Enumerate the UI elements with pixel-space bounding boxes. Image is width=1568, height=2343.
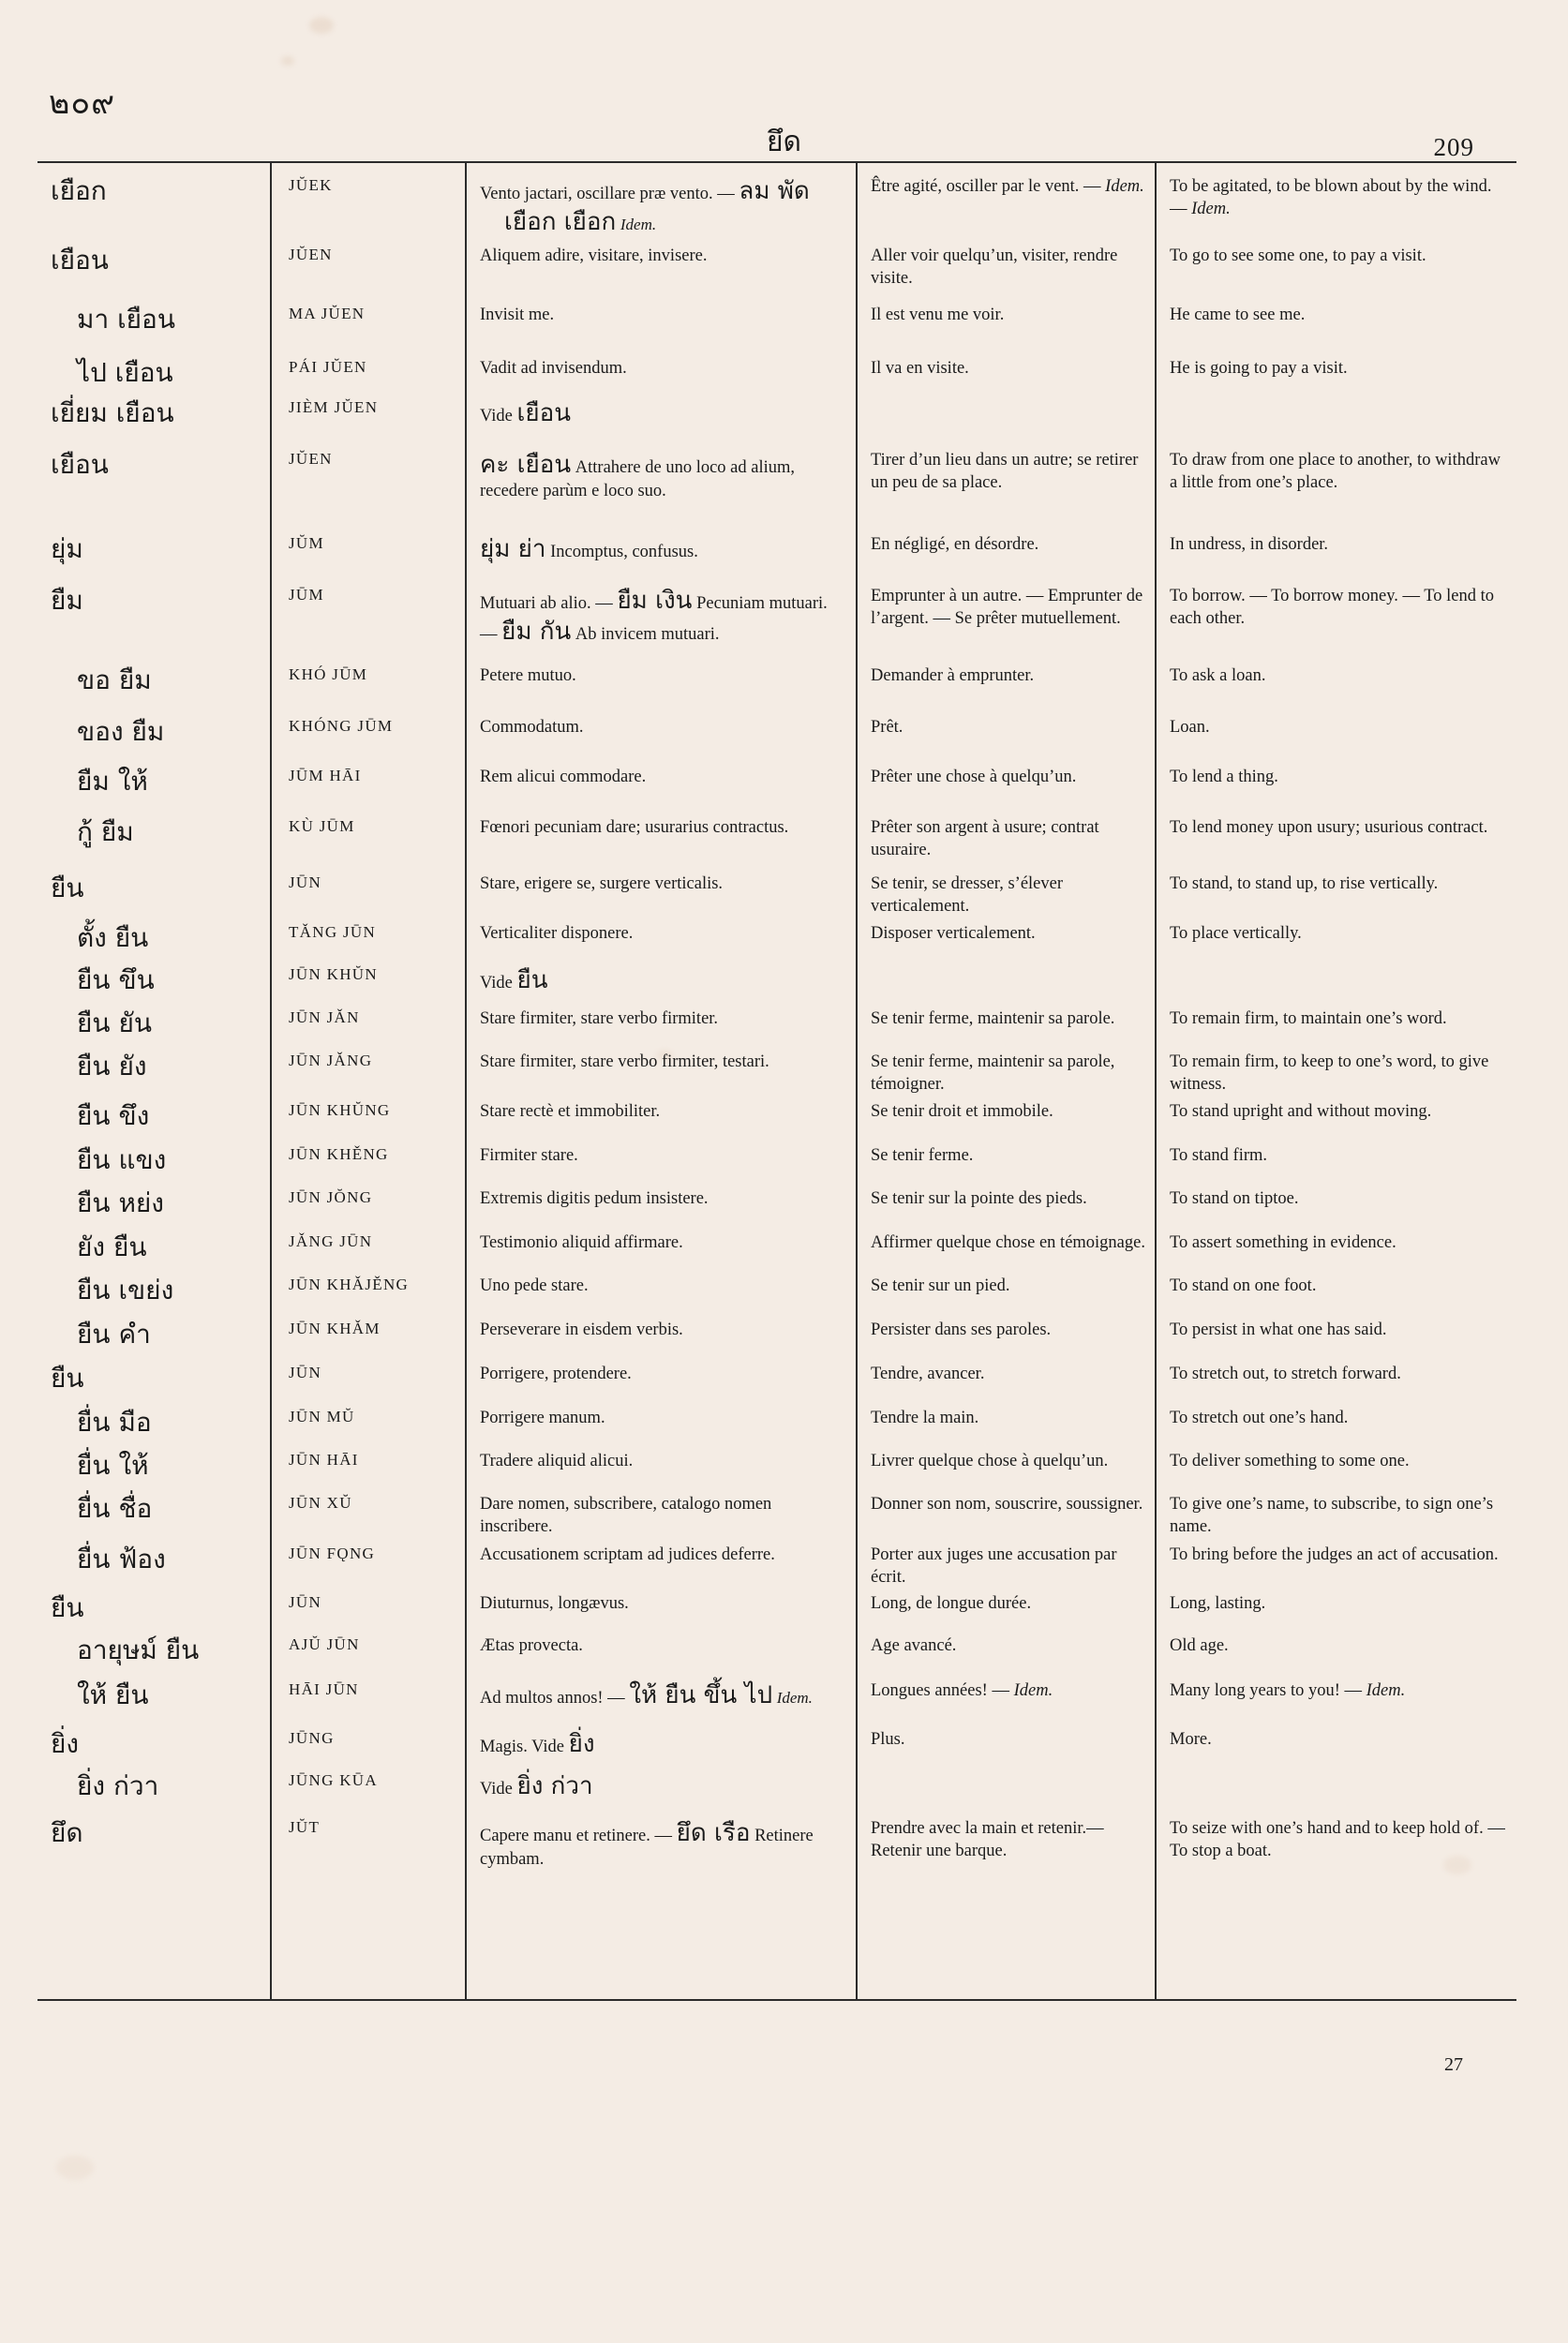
entry-latin-gloss: Vide ยิ่ง ก่วา — [480, 1772, 593, 1800]
entry-french-gloss: Se tenir, se dresser, s’élever verticalement. — [871, 874, 1064, 916]
running-headword: ยึด — [766, 126, 802, 158]
entry-thai-headword: เยือน — [51, 449, 109, 480]
entry-thai-headword: ยืน หย่ง — [77, 1187, 164, 1218]
entry-thai-headword: ตั้ง ยืน — [77, 922, 149, 953]
entry-french-gloss: Tirer d’un lieu dans un autre; se retirer un peu de sa place. — [871, 451, 1139, 492]
entry-thai-headword: ไป เยือน — [77, 357, 173, 388]
entry-latin-gloss: Vide เยือน — [480, 399, 571, 427]
entry-latin-gloss: Vadit ad invisendum. — [480, 359, 627, 378]
entry-english-gloss: To stretch out, to stretch forward. — [1170, 1365, 1401, 1383]
entry-thai-headword: เยือน — [51, 245, 109, 276]
entry-thai-headword: ให้ ยืน — [77, 1679, 149, 1710]
entry-romanization: HĀI JŪN — [289, 1680, 359, 1698]
entry-latin-gloss: Testimonio aliquid affirmare. — [480, 1233, 683, 1252]
entry-latin-gloss: Ætas provecta. — [480, 1636, 583, 1655]
entry-english-gloss: Loan. — [1170, 718, 1210, 737]
entry-romanization: JŪN HĀI — [289, 1451, 359, 1469]
entry-thai-headword: ยิ่ง ก่วา — [77, 1770, 159, 1801]
entry-english-gloss: To lend a thing. — [1170, 768, 1278, 786]
entry-romanization: JǍNG JŪN — [289, 1232, 373, 1250]
entry-english-gloss: To assert something in evidence. — [1170, 1233, 1396, 1252]
entry-english-gloss: To remain firm, to keep to one’s word, to give witness. — [1170, 1052, 1489, 1094]
entry-french-gloss: Long, de longue durée. — [871, 1594, 1032, 1613]
entry-latin-gloss: Accusationem scriptam ad judices deferre. — [480, 1545, 775, 1564]
entry-french-gloss: Emprunter à un autre. — Emprunter de l’argent. — Se prêter mutuellement. — [871, 587, 1143, 628]
entry-english-gloss: To give one’s name, to subscribe, to sign one’s name. — [1170, 1495, 1494, 1536]
entry-romanization: JŪM HĀI — [289, 767, 362, 784]
entry-french-gloss: Tendre, avancer. — [871, 1365, 985, 1383]
entry-romanization: AJŬ JŪN — [289, 1635, 360, 1653]
entry-english-gloss: To stand on one foot. — [1170, 1276, 1317, 1295]
entry-thai-headword: เยือก — [51, 175, 107, 206]
entry-thai-headword: ยืน ขึน — [77, 964, 155, 995]
entry-thai-headword: ยื่น ให้ — [77, 1450, 149, 1481]
entry-romanization: JŪNG — [289, 1729, 335, 1747]
entry-romanization: JŬT — [289, 1818, 321, 1836]
entry-thai-headword: ยื่น มือ — [77, 1407, 152, 1438]
entry-english-gloss: To stand on tiptoe. — [1170, 1189, 1299, 1208]
entry-english-gloss: He came to see me. — [1170, 306, 1306, 324]
entry-romanization: JŬEK — [289, 176, 333, 194]
paper-stain — [281, 56, 294, 66]
entry-english-gloss: To be agitated, to be blown about by the wind. — Idem. — [1170, 177, 1492, 218]
entry-romanization: JŪN FǪNG — [289, 1545, 376, 1562]
entry-romanization: JŪN MŬ — [289, 1408, 355, 1425]
entry-french-gloss: Persister dans ses paroles. — [871, 1321, 1052, 1339]
entry-romanization: KHÓNG JŪM — [289, 717, 394, 735]
entry-latin-gloss: Commodatum. — [480, 718, 584, 737]
entry-latin-gloss: Mutuari ab alio. — ยืม เงิน Pecuniam mutuari. — ยืม กัน Ab invicem mutuari. — [480, 587, 828, 647]
entry-thai-headword: มา เยือน — [77, 304, 176, 335]
entry-english-gloss: In undress, in disorder. — [1170, 535, 1329, 554]
page-number: 209 — [1433, 133, 1474, 161]
entry-latin-gloss: คะ เยือน Attrahere de uno loco ad alium, recedere parùm e loco suo. — [480, 451, 796, 501]
entry-thai-headword: ยืน คำ — [77, 1319, 151, 1350]
entry-latin-gloss: Porrigere manum. — [480, 1409, 605, 1427]
entry-thai-headword: ยิ่ง — [51, 1728, 80, 1759]
entry-french-gloss: Age avancé. — [871, 1636, 957, 1655]
entry-thai-headword: ยืน ยัง — [77, 1051, 147, 1082]
column-divider-1 — [270, 161, 272, 2001]
entry-english-gloss: To place vertically. — [1170, 924, 1302, 943]
entry-english-gloss: To bring before the judges an act of accusation. — [1170, 1545, 1499, 1564]
entry-romanization: JŪN KHǍJĚNG — [289, 1276, 410, 1293]
entry-english-gloss: To draw from one place to another, to withdraw a little from one’s place. — [1170, 451, 1501, 492]
entry-thai-headword: อายุษม์ ยืน — [77, 1634, 200, 1665]
entry-english-gloss: To borrow. — To borrow money. — To lend to each other. — [1170, 587, 1495, 628]
entry-thai-headword: ยืม ให้ — [77, 766, 148, 797]
entry-romanization: JIÈM JŬEN — [289, 398, 379, 416]
entry-latin-gloss: Magis. Vide ยิ่ง — [480, 1730, 595, 1758]
entry-romanization: JŪN KHŬNG — [289, 1101, 391, 1119]
entry-romanization: PÁI JŬEN — [289, 358, 367, 376]
entry-thai-headword: ยืน ยัน — [77, 1007, 152, 1038]
entry-thai-headword: ยืน — [51, 873, 84, 903]
entry-english-gloss: To ask a loan. — [1170, 666, 1266, 685]
entry-romanization: JŬEN — [289, 246, 333, 263]
entry-thai-headword: ยืน เขย่ง — [77, 1275, 174, 1306]
entry-english-gloss: Long, lasting. — [1170, 1594, 1266, 1613]
entry-english-gloss: To remain firm, to maintain one’s word. — [1170, 1009, 1447, 1028]
entry-latin-gloss: Capere manu et retinere. — ยึด เรือ Retinere cymbam. — [480, 1819, 814, 1870]
entry-romanization: JŪN KHĚNG — [289, 1145, 389, 1163]
entry-french-gloss: Prêter une chose à quelqu’un. — [871, 768, 1077, 786]
entry-english-gloss: To stand, to stand up, to rise vertically. — [1170, 874, 1439, 893]
entry-latin-gloss: Firmiter stare. — [480, 1146, 578, 1165]
entry-english-gloss: To seize with one’s hand and to keep hold of. — To stop a boat. — [1170, 1819, 1505, 1860]
entry-english-gloss: He is going to pay a visit. — [1170, 359, 1348, 378]
entry-thai-headword: ยุ่ม — [51, 533, 83, 564]
entry-english-gloss: To go to see some one, to pay a visit. — [1170, 246, 1426, 265]
entry-thai-headword: เยี่ยม เยือน — [51, 397, 174, 428]
entry-french-gloss: Affirmer quelque chose en témoignage. — [871, 1233, 1145, 1252]
entry-french-gloss: Se tenir ferme, maintenir sa parole. — [871, 1009, 1115, 1028]
entry-english-gloss: To stand upright and without moving. — [1170, 1102, 1432, 1121]
entry-romanization: MA JŬEN — [289, 305, 366, 322]
entry-latin-gloss: Stare firmiter, stare verbo firmiter, testari. — [480, 1052, 769, 1071]
entry-latin-gloss: Perseverare in eisdem verbis. — [480, 1321, 683, 1339]
signature-mark: 27 — [1444, 2054, 1463, 2075]
entry-romanization: JŪN KHǍM — [289, 1320, 381, 1337]
entry-latin-gloss: Petere mutuo. — [480, 666, 576, 685]
entry-french-gloss: Livrer quelque chose à quelqu’un. — [871, 1452, 1109, 1470]
entry-thai-headword: ยืน — [51, 1363, 84, 1394]
page-number-thai: ๒๐๙ — [49, 84, 116, 122]
entry-romanization: JŪN — [289, 1593, 322, 1611]
entry-latin-gloss: Uno pede stare. — [480, 1276, 589, 1295]
entry-english-gloss: Many long years to you! — Idem. — [1170, 1681, 1406, 1700]
entry-thai-headword: ยืน ขึง — [77, 1100, 150, 1131]
entry-romanization: JŪNG KŪA — [289, 1771, 378, 1789]
entry-latin-gloss: Rem alicui commodare. — [480, 768, 647, 786]
entry-latin-gloss: ยุ่ม ย่า Incomptus, confusus. — [480, 535, 698, 563]
entry-french-gloss: Être agité, osciller par le vent. — Idem. — [871, 177, 1144, 196]
entry-latin-gloss: Ad multos annos! — ให้ ยืน ขึ้น ไป Idem. — [480, 1681, 813, 1709]
entry-romanization: JŬM — [289, 534, 324, 552]
entry-romanization: JŪN JǍN — [289, 1008, 360, 1026]
entry-thai-headword: ยื่น ชื่อ — [77, 1493, 153, 1524]
entry-english-gloss: Old age. — [1170, 1636, 1229, 1655]
table-top-rule — [37, 161, 1516, 163]
entry-french-gloss: Demander à emprunter. — [871, 666, 1035, 685]
entry-french-gloss: Se tenir droit et immobile. — [871, 1102, 1053, 1121]
entry-thai-headword: ของ ยืม — [77, 716, 165, 747]
entry-romanization: JŪN JǍNG — [289, 1052, 373, 1069]
entry-thai-headword: กู้ ยืม — [77, 816, 134, 847]
entry-english-gloss: To stretch out one’s hand. — [1170, 1409, 1349, 1427]
entry-latin-gloss: Porrigere, protendere. — [480, 1365, 632, 1383]
entry-english-gloss: To deliver something to some one. — [1170, 1452, 1410, 1470]
entry-french-gloss: Se tenir ferme. — [871, 1146, 974, 1165]
entry-french-gloss: En négligé, en désordre. — [871, 535, 1039, 554]
entry-latin-gloss: Vide ยืน — [480, 966, 548, 994]
entry-romanization: JŪN JŎNG — [289, 1188, 373, 1206]
entry-french-gloss: Il va en visite. — [871, 359, 969, 378]
entry-romanization: JŪM — [289, 586, 324, 604]
entry-thai-headword: ยื่น ฟ้อง — [77, 1544, 166, 1574]
entry-latin-gloss: Stare, erigere se, surgere verticalis. — [480, 874, 724, 893]
column-divider-2 — [465, 161, 467, 2001]
paper-stain — [56, 2156, 94, 2180]
entry-romanization: TǍNG JŪN — [289, 923, 377, 941]
entry-french-gloss: Il est venu me voir. — [871, 306, 1005, 324]
entry-english-gloss: To lend money upon usury; usurious contract. — [1170, 818, 1488, 837]
entry-french-gloss: Aller voir quelqu’un, visiter, rendre visite. — [871, 246, 1118, 288]
entry-romanization: JŪN KHŬN — [289, 965, 378, 983]
entry-romanization: JŬEN — [289, 450, 333, 468]
entry-latin-gloss: Stare firmiter, stare verbo firmiter. — [480, 1009, 719, 1028]
entry-french-gloss: Prêter son argent à usure; contrat usuraire. — [871, 818, 1099, 859]
entry-romanization: JŪN — [289, 1364, 322, 1381]
entry-english-gloss: To persist in what one has said. — [1170, 1321, 1387, 1339]
entry-thai-headword: ยืน แขง — [77, 1144, 167, 1175]
entry-latin-gloss: Stare rectè et immobiliter. — [480, 1102, 661, 1121]
entry-thai-headword: ยึด — [51, 1817, 83, 1848]
entry-french-gloss: Longues années! — Idem. — [871, 1681, 1053, 1700]
entry-romanization: JŪN XŬ — [289, 1494, 352, 1512]
entry-french-gloss: Prendre avec la main et retenir.— Retenir une barque. — [871, 1819, 1104, 1860]
entry-french-gloss: Porter aux juges une accusation par écrit. — [871, 1545, 1117, 1587]
entry-latin-gloss: Vento jactari, oscillare præ vento. — ลม พัด เยือก เยือก Idem. — [480, 177, 810, 237]
entry-latin-gloss: Tradere aliquid alicui. — [480, 1452, 634, 1470]
table-bottom-rule — [37, 1999, 1516, 2001]
entry-english-gloss: More. — [1170, 1730, 1212, 1749]
entry-french-gloss: Donner son nom, souscrire, soussigner. — [871, 1495, 1143, 1514]
entry-french-gloss: Prêt. — [871, 718, 903, 737]
entry-romanization: KÙ JŪM — [289, 817, 355, 835]
entry-latin-gloss: Invisit me. — [480, 306, 555, 324]
entry-french-gloss: Se tenir sur la pointe des pieds. — [871, 1189, 1087, 1208]
entry-thai-headword: ยัง ยืน — [77, 1231, 147, 1262]
entry-thai-headword: ยืน — [51, 1592, 84, 1623]
entry-romanization: KHÓ JŪM — [289, 665, 368, 683]
entry-french-gloss: Se tenir ferme, maintenir sa parole, témoigner. — [871, 1052, 1115, 1094]
entry-french-gloss: Plus. — [871, 1730, 905, 1749]
entry-thai-headword: ขอ ยืม — [77, 664, 152, 695]
entry-french-gloss: Disposer verticalement. — [871, 924, 1036, 943]
entry-latin-gloss: Diuturnus, longævus. — [480, 1594, 629, 1613]
entry-french-gloss: Se tenir sur un pied. — [871, 1276, 1010, 1295]
entry-latin-gloss: Dare nomen, subscribere, catalogo nomen inscribere. — [480, 1495, 772, 1536]
entry-romanization: JŪN — [289, 873, 322, 891]
entry-latin-gloss: Verticaliter disponere. — [480, 924, 634, 943]
entry-french-gloss: Tendre la main. — [871, 1409, 979, 1427]
entry-latin-gloss: Fœnori pecuniam dare; usurarius contractus. — [480, 818, 789, 837]
entry-thai-headword: ยืม — [51, 585, 83, 616]
paper-stain — [309, 17, 334, 34]
entry-english-gloss: To stand firm. — [1170, 1146, 1268, 1165]
entry-latin-gloss: Aliquem adire, visitare, invisere. — [480, 246, 708, 265]
entry-latin-gloss: Extremis digitis pedum insistere. — [480, 1189, 709, 1208]
